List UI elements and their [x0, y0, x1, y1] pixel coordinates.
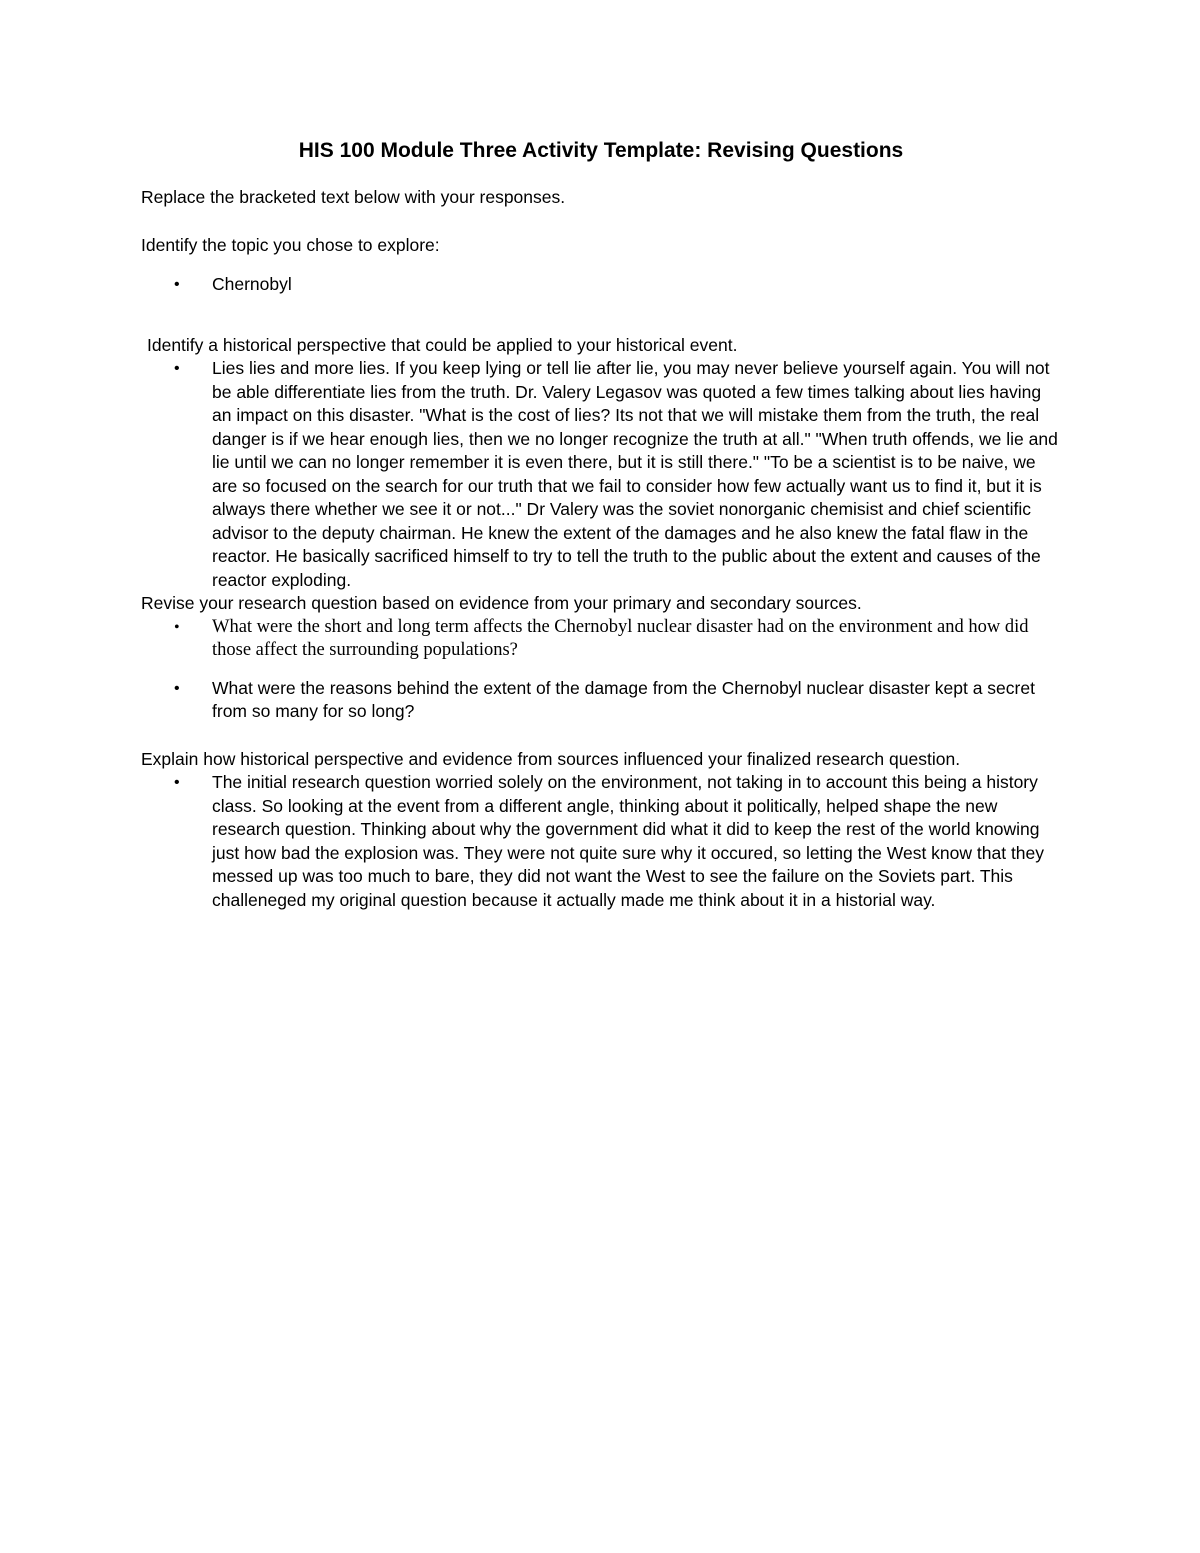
bullet-icon: •	[174, 774, 180, 791]
list-item	[141, 616, 1061, 663]
revised-question-1: What were the short and long term affects the Chernobyl nuclear disaster had on the environment and how did those affect the surrounding populations?	[212, 616, 1029, 660]
perspective-answer: Lies lies and more lies. If you keep lying or tell lie after lie, you may never believe yourself again. You will not be able differentiate lies from the truth. Dr. Valery Legasov was quoted a few times talking about lies having an impact on this disaster. "What is the cost of lies? Its not that we will mistake them from the truth, the real danger is if we hear enough lies, then we no longer recognize the truth at all." "When truth offends, we lie and lie until we can no longer remember it is even there, but it is still there." "To be a scientist is to be naive, we are so focused on the search for our truth that we fail to consider how few actually want us to find it, but it is always there whether we see it or not..." Dr Valery was the soviet nonorganic chemisist and chief scientific advisor to the deputy chairman. He knew the extent of the damages and he also knew the fatal flaw in the reactor. He basically sacrificed himself to try to tell the truth to the public about the extent and causes of the reactor exploding.	[212, 358, 1058, 590]
topic-answer: Chernobyl	[212, 274, 292, 294]
topic-list	[141, 273, 1061, 297]
list-item	[141, 677, 1061, 724]
topic-prompt: Identify the topic you chose to explore:	[141, 234, 440, 255]
instruction-text: Replace the bracketed text below with your responses.	[141, 187, 566, 207]
bullet-icon: •	[174, 679, 180, 697]
perspective-prompt: Identify a historical perspective that could be applied to your historical event.	[147, 334, 738, 355]
explain-prompt: Explain how historical perspective and evidence from sources influenced your finalized research question.	[141, 748, 961, 769]
document-title: HIS 100 Module Three Activity Template: Revising Questions	[298, 139, 904, 162]
list-item	[141, 771, 1061, 912]
list-item	[141, 357, 1061, 592]
explain-list	[141, 771, 1061, 912]
explain-answer: The initial research question worried solely on the environment, not taking in to account this being a history class. So looking at the event from a different angle, thinking about it politically, helped shape the new research question. Thinking about why the government did what it did to keep the rest of the world knowing just how bad the explosion was. They were not quite sure why it occured, so letting the West know that they messed up was too much to bare, they did not want the West to see the failure on the Soviets part. This challeneged my original question because it actually made me think about it in a historial way.	[212, 772, 1045, 910]
revise-prompt: Revise your research question based on evidence from your primary and secondary sources.	[141, 593, 862, 613]
perspective-list	[141, 357, 1061, 592]
bullet-icon: •	[174, 276, 180, 293]
revise-list	[141, 616, 1061, 724]
document-body	[141, 136, 1061, 912]
bullet-icon: •	[174, 618, 180, 636]
bullet-icon: •	[174, 360, 180, 377]
list-item	[141, 273, 1061, 297]
revised-question-2: What were the reasons behind the extent of the damage from the Chernobyl nuclear disaster kept a secret from so many for so long?	[212, 677, 1035, 721]
